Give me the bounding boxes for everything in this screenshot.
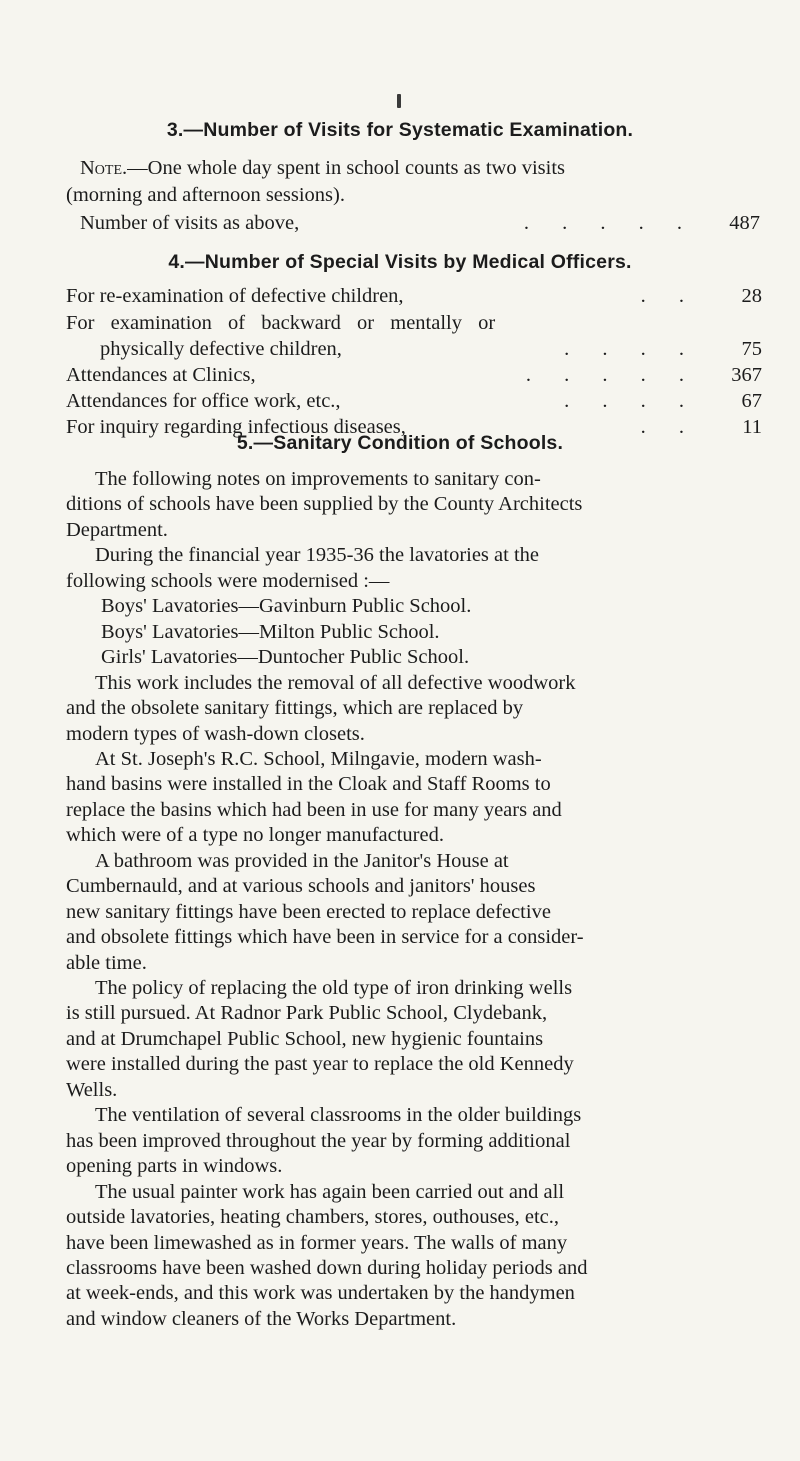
note-line-1 bbox=[80, 155, 565, 181]
body-text-line: at week-ends, and this work was undertaken by the handymen bbox=[66, 1282, 575, 1304]
body-text-line: A bathroom was provided in the Janitor's House at bbox=[95, 850, 509, 872]
body-text-line: Cumbernauld, and at various schools and janitors' houses bbox=[66, 875, 536, 897]
section-4-heading: 4.—Number of Special Visits by Medical Officers. bbox=[168, 251, 632, 273]
special-visits-leader: . . bbox=[640, 416, 698, 438]
body-text-line: ditions of schools have been supplied by the County Architects bbox=[66, 493, 583, 515]
section-3-heading: 3.—Number of Visits for Systematic Examination. bbox=[166, 119, 634, 141]
special-visits-leader: . . . . bbox=[564, 390, 698, 412]
body-text-line: were installed during the past year to replace the old Kennedy bbox=[66, 1053, 574, 1075]
special-visits-value: 28 bbox=[741, 285, 762, 307]
special-visits-label: For examination of backward or mentally or bbox=[66, 312, 496, 334]
note-text: —One whole day spent in school counts as two visits bbox=[127, 157, 566, 179]
special-visits-label: physically defective children, bbox=[100, 338, 342, 360]
body-text-line: is still pursued. At Radnor Park Public School, Clydebank, bbox=[66, 1002, 548, 1024]
body-text-line: able time. bbox=[66, 952, 147, 974]
special-visits-value: 67 bbox=[741, 390, 762, 412]
special-visits-row bbox=[66, 388, 762, 414]
special-visits-label: For re-examination of defective children, bbox=[66, 285, 404, 307]
special-visits-label: Attendances for office work, etc., bbox=[66, 390, 341, 412]
special-visits-value: 367 bbox=[731, 364, 762, 386]
section-5-heading: 5.—Sanitary Condition of Schools. bbox=[236, 432, 564, 454]
special-visits-value: 11 bbox=[742, 416, 762, 438]
body-text-line: and at Drumchapel Public School, new hygienic fountains bbox=[66, 1028, 544, 1050]
body-text-line: hand basins were installed in the Cloak and Staff Rooms to bbox=[66, 773, 551, 795]
special-visits-label: Attendances at Clinics, bbox=[66, 364, 256, 386]
body-text-line: new sanitary fittings have been erected to replace defective bbox=[66, 901, 551, 923]
body-text-line: The usual painter work has again been carried out and all bbox=[95, 1181, 565, 1203]
body-text-line: opening parts in windows. bbox=[66, 1155, 283, 1177]
special-visits-leader: . . . . bbox=[564, 338, 698, 360]
visits-label: Number of visits as above, bbox=[80, 212, 300, 234]
body-text-line: classrooms have been washed down during holiday periods and bbox=[66, 1257, 588, 1279]
body-text-line: and the obsolete sanitary fittings, which are replaced by bbox=[66, 697, 524, 719]
page-mark bbox=[397, 94, 401, 108]
body-text-line: This work includes the removal of all defective woodwork bbox=[95, 672, 576, 694]
body-text-line: Department. bbox=[66, 519, 168, 541]
body-text-line: The ventilation of several classrooms in the older buildings bbox=[95, 1104, 582, 1126]
body-text-line: and obsolete fittings which have been in service for a consider- bbox=[66, 926, 584, 948]
special-visits-leader: . . bbox=[640, 285, 698, 307]
special-visits-row bbox=[66, 283, 762, 309]
special-visits-row bbox=[66, 362, 762, 388]
body-text-line: and window cleaners of the Works Department. bbox=[66, 1308, 457, 1330]
body-text-line: Boys' Lavatories—Gavinburn Public School. bbox=[101, 595, 472, 617]
body-text-line: At St. Joseph's R.C. School, Milngavie, modern wash- bbox=[95, 748, 542, 770]
special-visits-row bbox=[100, 336, 762, 362]
special-visits-label: For inquiry regarding infectious diseases, bbox=[66, 416, 406, 438]
visits-leader: . . . . . bbox=[523, 212, 696, 234]
body-text-line: Wells. bbox=[66, 1079, 118, 1101]
body-text-line: modern types of wash-down closets. bbox=[66, 723, 365, 745]
special-visits-leader bbox=[495, 310, 712, 336]
body-text-line: replace the basins which had been in use for many years and bbox=[66, 799, 562, 821]
body-text-line: During the financial year 1935-36 the lavatories at the bbox=[95, 544, 540, 566]
special-visits-value: 75 bbox=[741, 338, 762, 360]
special-visits-leader: . . . . . bbox=[525, 364, 698, 386]
body-text-line: which were of a type no longer manufactured. bbox=[66, 824, 444, 846]
body-text-line: have been limewashed as in former years. The walls of many bbox=[66, 1232, 568, 1254]
body-text-line: Boys' Lavatories—Milton Public School. bbox=[101, 621, 440, 643]
note-label: Note. bbox=[80, 157, 128, 179]
body-text-line: outside lavatories, heating chambers, stores, outhouses, etc., bbox=[66, 1206, 560, 1228]
body-text-line: The following notes on improvements to sanitary con- bbox=[95, 468, 541, 490]
note-line-2: (morning and afternoon sessions). bbox=[66, 184, 345, 206]
body-text-line: Girls' Lavatories—Duntocher Public School. bbox=[101, 646, 470, 668]
visits-value: 487 bbox=[729, 212, 760, 234]
body-text-line: The policy of replacing the old type of iron drinking wells bbox=[95, 977, 573, 999]
special-visits-value bbox=[712, 310, 762, 336]
body-text-line: has been improved throughout the year by forming additional bbox=[66, 1130, 571, 1152]
special-visits-row bbox=[66, 310, 762, 336]
visits-row bbox=[80, 210, 760, 236]
body-text-line: following schools were modernised :— bbox=[66, 570, 390, 592]
